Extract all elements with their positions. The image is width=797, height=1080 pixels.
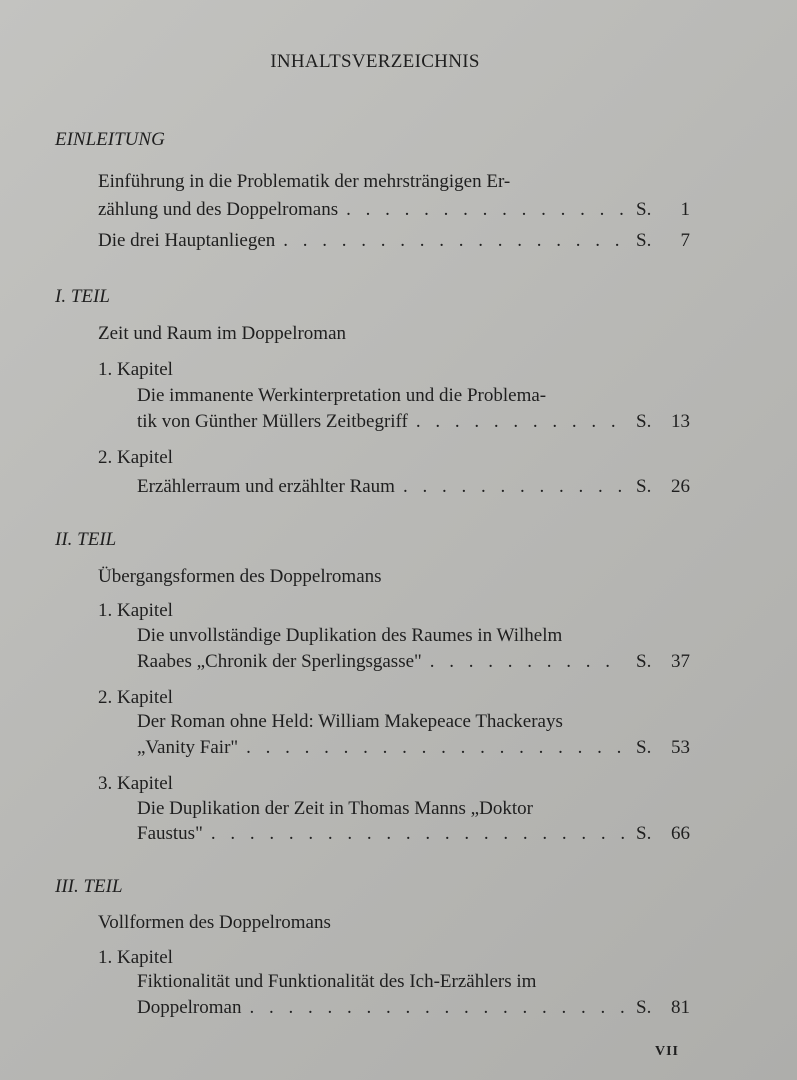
page-number: 1	[680, 199, 690, 220]
toc-entry-text: Doppelroman	[137, 997, 242, 1018]
chapter-label: 2. Kapitel	[98, 447, 173, 468]
part-subtitle: Übergangsformen des Doppelromans	[98, 566, 382, 587]
page-prefix: S.	[636, 199, 652, 220]
toc-entry-text: Faustus"	[137, 823, 203, 844]
dot-leader	[416, 410, 624, 434]
chapter-label: 1. Kapitel	[98, 359, 173, 380]
page-number: 7	[680, 230, 690, 251]
toc-entry-text: Fiktionalität und Funktionalität des Ich-Erzählers im	[137, 971, 537, 992]
section-heading-teil-2: II. TEIL	[55, 529, 117, 550]
page-number: 37	[671, 651, 690, 672]
dot-leader	[403, 475, 624, 499]
toc-entry-text: tik von Günther Müllers Zeitbegriff	[137, 411, 408, 432]
toc-entry	[137, 475, 690, 499]
toc-entry	[137, 822, 690, 846]
page-prefix: S.	[636, 411, 652, 432]
page-number: 26	[671, 476, 690, 497]
dot-leader	[283, 229, 624, 253]
chapter-label: 1. Kapitel	[98, 600, 173, 621]
toc-entry	[137, 410, 690, 434]
dot-leader	[211, 822, 624, 846]
toc-entry-text: „Vanity Fair"	[137, 737, 239, 758]
page-prefix: S.	[636, 997, 652, 1018]
toc-entry-text: Die Duplikation der Zeit in Thomas Manns „Doktor	[137, 798, 533, 819]
toc-entry-text: Die drei Hauptanliegen	[98, 230, 276, 251]
section-heading-teil-1: I. TEIL	[55, 286, 110, 307]
page-prefix: S.	[636, 230, 652, 251]
dot-leader	[346, 198, 624, 222]
chapter-label: 2. Kapitel	[98, 687, 173, 708]
part-subtitle: Vollformen des Doppelromans	[98, 912, 331, 933]
toc-entry	[98, 229, 690, 253]
toc-entry-text: Erzählerraum und erzählter Raum	[137, 476, 395, 497]
dot-leader	[249, 996, 624, 1020]
toc-entry	[137, 650, 690, 674]
toc-entry	[137, 736, 690, 760]
section-heading-einleitung: EINLEITUNG	[55, 129, 165, 150]
page-prefix: S.	[636, 651, 652, 672]
toc-entry-text: Einführung in die Problematik der mehrsträngigen Er-	[98, 171, 511, 192]
toc-entry-text: Die immanente Werkinterpretation und die Problema-	[137, 385, 547, 406]
page-number: 66	[671, 823, 690, 844]
chapter-label: 1. Kapitel	[98, 947, 173, 968]
folio-page-number: VII	[655, 1044, 680, 1059]
toc-entry-text: Die unvollständige Duplikation des Raumes in Wilhelm	[137, 625, 563, 646]
toc-entry	[137, 996, 690, 1020]
toc-entry-text: zählung und des Doppelromans	[98, 199, 339, 220]
toc-entry	[98, 198, 690, 222]
toc-entry-text: Raabes „Chronik der Sperlingsgasse"	[137, 651, 422, 672]
dot-leader	[430, 650, 624, 674]
toc-entry-text: Der Roman ohne Held: William Makepeace Thackerays	[137, 711, 563, 732]
chapter-label: 3. Kapitel	[98, 773, 173, 794]
dot-leader	[246, 736, 624, 760]
part-subtitle: Zeit und Raum im Doppelroman	[98, 323, 347, 344]
page-number: 81	[671, 997, 690, 1018]
page-title: INHALTSVERZEICHNIS	[270, 51, 480, 72]
page-prefix: S.	[636, 476, 652, 497]
section-heading-teil-3: III. TEIL	[55, 876, 123, 897]
page-number: 13	[671, 411, 690, 432]
page-prefix: S.	[636, 737, 652, 758]
page-prefix: S.	[636, 823, 652, 844]
page-number: 53	[671, 737, 690, 758]
